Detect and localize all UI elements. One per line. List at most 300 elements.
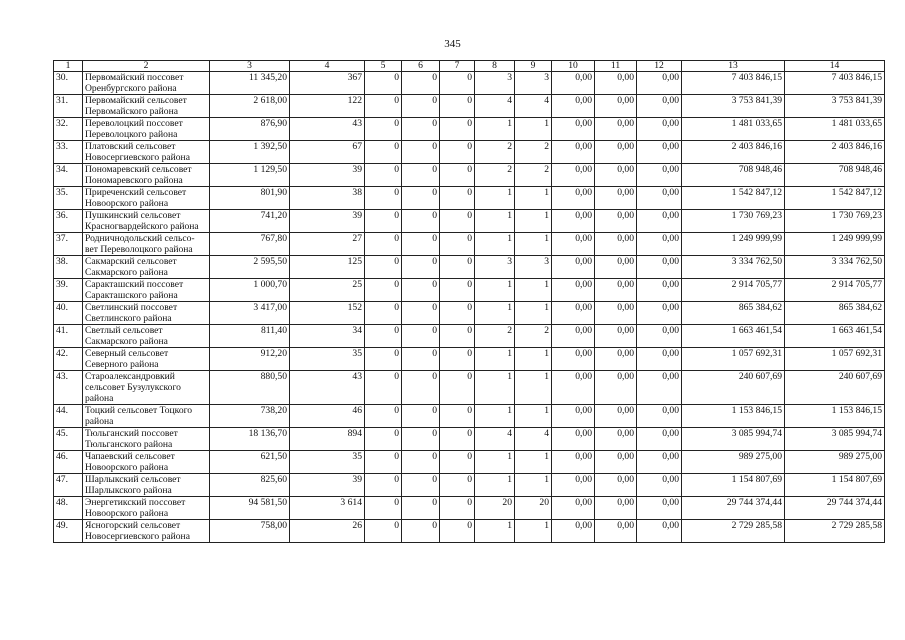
value-cell: 39 (290, 210, 365, 233)
value-cell: 3 (515, 256, 552, 279)
column-header: 14 (785, 61, 885, 72)
value-cell: 0,00 (595, 164, 637, 187)
value-cell: 0,00 (552, 497, 595, 520)
column-header: 5 (365, 61, 402, 72)
value-cell: 1 (475, 302, 515, 325)
value-cell: 38 (290, 187, 365, 210)
municipality-name-cell: Пономаревский сельсовет Пономаревского района (83, 164, 210, 187)
value-cell: 865 384,62 (785, 302, 885, 325)
value-cell: 240 607,69 (682, 371, 785, 405)
value-cell: 122 (290, 95, 365, 118)
municipality-name-cell: Приреченский сельсовет Новоорского района (83, 187, 210, 210)
column-header: 9 (515, 61, 552, 72)
table-row (54, 497, 885, 520)
row-number-cell: 33. (54, 141, 83, 164)
value-cell: 0 (402, 95, 440, 118)
value-cell: 125 (290, 256, 365, 279)
value-cell: 0,00 (552, 95, 595, 118)
table-row (54, 118, 885, 141)
value-cell: 34 (290, 325, 365, 348)
value-cell: 1 (475, 187, 515, 210)
table-row (54, 72, 885, 95)
value-cell: 1 (475, 520, 515, 543)
value-cell: 0,00 (637, 95, 682, 118)
value-cell: 0,00 (595, 451, 637, 474)
value-cell: 912,20 (210, 348, 290, 371)
value-cell: 825,60 (210, 474, 290, 497)
value-cell: 0,00 (595, 520, 637, 543)
column-header: 13 (682, 61, 785, 72)
value-cell: 0 (440, 210, 475, 233)
value-cell: 0 (365, 187, 402, 210)
value-cell: 3 334 762,50 (682, 256, 785, 279)
value-cell: 0,00 (552, 428, 595, 451)
table-row (54, 405, 885, 428)
value-cell: 0 (402, 348, 440, 371)
value-cell: 0 (365, 95, 402, 118)
value-cell: 1 153 846,15 (682, 405, 785, 428)
value-cell: 741,20 (210, 210, 290, 233)
row-number-cell: 41. (54, 325, 83, 348)
value-cell: 0 (365, 474, 402, 497)
value-cell: 0 (440, 325, 475, 348)
value-cell: 0,00 (552, 141, 595, 164)
value-cell: 0 (440, 497, 475, 520)
value-cell: 0 (440, 118, 475, 141)
row-number-cell: 39. (54, 279, 83, 302)
value-cell: 0 (402, 451, 440, 474)
value-cell: 0,00 (637, 187, 682, 210)
value-cell: 1 057 692,31 (785, 348, 885, 371)
value-cell: 0 (402, 256, 440, 279)
value-cell: 0 (365, 428, 402, 451)
value-cell: 0,00 (637, 520, 682, 543)
value-cell: 0,00 (637, 141, 682, 164)
table-row (54, 164, 885, 187)
table-row (54, 325, 885, 348)
value-cell: 0 (365, 118, 402, 141)
value-cell: 0 (402, 371, 440, 405)
value-cell: 0,00 (595, 405, 637, 428)
value-cell: 1 129,50 (210, 164, 290, 187)
value-cell: 1 (475, 474, 515, 497)
value-cell: 0,00 (595, 279, 637, 302)
value-cell: 0 (365, 325, 402, 348)
value-cell: 0,00 (552, 474, 595, 497)
value-cell: 0 (440, 164, 475, 187)
value-cell: 3 (515, 72, 552, 95)
value-cell: 1 (515, 302, 552, 325)
value-cell: 0 (365, 256, 402, 279)
value-cell: 0 (365, 141, 402, 164)
value-cell: 1 000,70 (210, 279, 290, 302)
value-cell: 708 948,46 (682, 164, 785, 187)
value-cell: 0,00 (637, 474, 682, 497)
data-table (53, 60, 885, 543)
page-number: 345 (444, 38, 461, 50)
value-cell: 2 (475, 325, 515, 348)
row-number-cell: 42. (54, 348, 83, 371)
value-cell: 738,20 (210, 405, 290, 428)
value-cell: 621,50 (210, 451, 290, 474)
value-cell: 3 085 994,74 (785, 428, 885, 451)
table-row (54, 256, 885, 279)
value-cell: 4 (515, 95, 552, 118)
value-cell: 0 (402, 279, 440, 302)
row-number-cell: 36. (54, 210, 83, 233)
value-cell: 1 (515, 405, 552, 428)
value-cell: 0,00 (637, 118, 682, 141)
value-cell: 876,90 (210, 118, 290, 141)
value-cell: 880,50 (210, 371, 290, 405)
column-header: 4 (290, 61, 365, 72)
value-cell: 0,00 (595, 256, 637, 279)
municipality-name-cell: Пушкинский сельсовет Красногвардейского района (83, 210, 210, 233)
value-cell: 0,00 (637, 210, 682, 233)
value-cell: 1 (515, 279, 552, 302)
value-cell: 0,00 (637, 233, 682, 256)
value-cell: 1 481 033,65 (682, 118, 785, 141)
value-cell: 240 607,69 (785, 371, 885, 405)
value-cell: 26 (290, 520, 365, 543)
table-row (54, 451, 885, 474)
value-cell: 0,00 (595, 187, 637, 210)
value-cell: 0,00 (637, 428, 682, 451)
municipality-name-cell: Чапаевский сельсовет Новоорского района (83, 451, 210, 474)
value-cell: 0 (365, 164, 402, 187)
value-cell: 0,00 (595, 141, 637, 164)
value-cell: 1 (475, 405, 515, 428)
row-number-cell: 31. (54, 95, 83, 118)
value-cell: 2 914 705,77 (785, 279, 885, 302)
value-cell: 3 (475, 72, 515, 95)
column-header: 8 (475, 61, 515, 72)
row-number-cell: 40. (54, 302, 83, 325)
value-cell: 2 (515, 325, 552, 348)
value-cell: 1 153 846,15 (785, 405, 885, 428)
value-cell: 0,00 (552, 72, 595, 95)
value-cell: 0 (440, 279, 475, 302)
value-cell: 7 403 846,15 (682, 72, 785, 95)
value-cell: 0 (365, 279, 402, 302)
value-cell: 1 (515, 520, 552, 543)
value-cell: 1 (475, 348, 515, 371)
value-cell: 0 (440, 520, 475, 543)
value-cell: 27 (290, 233, 365, 256)
value-cell: 865 384,62 (682, 302, 785, 325)
value-cell: 0 (402, 141, 440, 164)
value-cell: 0 (365, 451, 402, 474)
value-cell: 20 (515, 497, 552, 520)
value-cell: 0,00 (637, 497, 682, 520)
table-body (54, 72, 885, 543)
value-cell: 29 744 374,44 (682, 497, 785, 520)
column-header: 6 (402, 61, 440, 72)
value-cell: 2 729 285,58 (785, 520, 885, 543)
value-cell: 0,00 (552, 371, 595, 405)
value-cell: 0 (402, 428, 440, 451)
value-cell: 0,00 (595, 72, 637, 95)
column-header: 12 (637, 61, 682, 72)
value-cell: 67 (290, 141, 365, 164)
value-cell: 0 (440, 371, 475, 405)
row-number-cell: 38. (54, 256, 83, 279)
column-header: 1 (54, 61, 83, 72)
municipality-name-cell: Светлый сельсовет Сакмарского района (83, 325, 210, 348)
column-number-row (54, 61, 885, 72)
value-cell: 3 614 (290, 497, 365, 520)
value-cell: 18 136,70 (210, 428, 290, 451)
value-cell: 0 (365, 497, 402, 520)
value-cell: 1 (515, 451, 552, 474)
value-cell: 152 (290, 302, 365, 325)
value-cell: 0,00 (552, 118, 595, 141)
column-header: 11 (595, 61, 637, 72)
value-cell: 1 730 769,23 (785, 210, 885, 233)
value-cell: 1 (475, 233, 515, 256)
value-cell: 0 (402, 520, 440, 543)
value-cell: 39 (290, 164, 365, 187)
value-cell: 3 334 762,50 (785, 256, 885, 279)
value-cell: 0 (365, 520, 402, 543)
row-number-cell: 35. (54, 187, 83, 210)
value-cell: 2 403 846,16 (785, 141, 885, 164)
value-cell: 767,80 (210, 233, 290, 256)
value-cell: 0,00 (552, 302, 595, 325)
value-cell: 0 (402, 325, 440, 348)
value-cell: 0,00 (595, 371, 637, 405)
value-cell: 1 542 847,12 (785, 187, 885, 210)
value-cell: 0,00 (637, 371, 682, 405)
value-cell: 3 417,00 (210, 302, 290, 325)
value-cell: 894 (290, 428, 365, 451)
municipality-name-cell: Сакмарский сельсовет Сакмарского района (83, 256, 210, 279)
value-cell: 1 057 692,31 (682, 348, 785, 371)
municipality-name-cell: Светлинский поссовет Светлинского района (83, 302, 210, 325)
value-cell: 94 581,50 (210, 497, 290, 520)
value-cell: 0,00 (595, 474, 637, 497)
value-cell: 0,00 (637, 72, 682, 95)
value-cell: 1 (515, 474, 552, 497)
value-cell: 2 618,00 (210, 95, 290, 118)
municipality-name-cell: Первомайский поссовет Оренбургского района (83, 72, 210, 95)
table-row (54, 348, 885, 371)
value-cell: 811,40 (210, 325, 290, 348)
value-cell: 0 (440, 233, 475, 256)
value-cell: 1 (475, 210, 515, 233)
table-row (54, 210, 885, 233)
value-cell: 3 085 994,74 (682, 428, 785, 451)
value-cell: 0 (402, 497, 440, 520)
table-row (54, 474, 885, 497)
value-cell: 43 (290, 371, 365, 405)
value-cell: 1 (515, 371, 552, 405)
value-cell: 35 (290, 451, 365, 474)
value-cell: 2 (475, 164, 515, 187)
value-cell: 2 729 285,58 (682, 520, 785, 543)
value-cell: 4 (475, 95, 515, 118)
value-cell: 1 (515, 233, 552, 256)
value-cell: 0,00 (637, 348, 682, 371)
value-cell: 2 595,50 (210, 256, 290, 279)
table-row (54, 187, 885, 210)
value-cell: 2 403 846,16 (682, 141, 785, 164)
value-cell: 0,00 (595, 325, 637, 348)
value-cell: 0 (440, 474, 475, 497)
value-cell: 0,00 (552, 451, 595, 474)
value-cell: 0,00 (552, 325, 595, 348)
value-cell: 0 (440, 256, 475, 279)
value-cell: 4 (515, 428, 552, 451)
value-cell: 0 (402, 187, 440, 210)
value-cell: 0,00 (637, 279, 682, 302)
value-cell: 3 753 841,39 (785, 95, 885, 118)
value-cell: 0,00 (637, 256, 682, 279)
value-cell: 0,00 (552, 405, 595, 428)
municipality-name-cell: Переволоцкий поссовет Переволоцкого района (83, 118, 210, 141)
value-cell: 801,90 (210, 187, 290, 210)
row-number-cell: 47. (54, 474, 83, 497)
row-number-cell: 49. (54, 520, 83, 543)
value-cell: 0,00 (552, 348, 595, 371)
value-cell: 0,00 (552, 520, 595, 543)
value-cell: 0,00 (595, 95, 637, 118)
table-row (54, 95, 885, 118)
value-cell: 1 249 999,99 (682, 233, 785, 256)
row-number-cell: 34. (54, 164, 83, 187)
value-cell: 0 (365, 405, 402, 428)
table-row (54, 141, 885, 164)
value-cell: 0,00 (637, 451, 682, 474)
value-cell: 0 (440, 302, 475, 325)
value-cell: 0,00 (595, 428, 637, 451)
value-cell: 0 (365, 72, 402, 95)
value-cell: 1 (475, 451, 515, 474)
value-cell: 708 948,46 (785, 164, 885, 187)
row-number-cell: 43. (54, 371, 83, 405)
table-row (54, 520, 885, 543)
municipality-name-cell: Ясногорский сельсовет Новосергиевского района (83, 520, 210, 543)
value-cell: 1 392,50 (210, 141, 290, 164)
value-cell: 0 (402, 302, 440, 325)
municipality-name-cell: Энергетикский поссовет Новоорского района (83, 497, 210, 520)
row-number-cell: 45. (54, 428, 83, 451)
column-header: 3 (210, 61, 290, 72)
value-cell: 0,00 (637, 302, 682, 325)
value-cell: 1 481 033,65 (785, 118, 885, 141)
table-row (54, 371, 885, 405)
municipality-name-cell: Северный сельсовет Северного района (83, 348, 210, 371)
value-cell: 0,00 (637, 164, 682, 187)
municipality-name-cell: Тюльганский поссовет Тюльганского района (83, 428, 210, 451)
value-cell: 0,00 (552, 233, 595, 256)
value-cell: 2 (515, 141, 552, 164)
value-cell: 1 (475, 118, 515, 141)
row-number-cell: 37. (54, 233, 83, 256)
value-cell: 0 (440, 72, 475, 95)
value-cell: 1 (515, 187, 552, 210)
value-cell: 0,00 (595, 118, 637, 141)
value-cell: 0 (402, 210, 440, 233)
table-row (54, 428, 885, 451)
value-cell: 3 (475, 256, 515, 279)
value-cell: 25 (290, 279, 365, 302)
value-cell: 1 730 769,23 (682, 210, 785, 233)
value-cell: 367 (290, 72, 365, 95)
column-header: 10 (552, 61, 595, 72)
value-cell: 1 154 807,69 (682, 474, 785, 497)
value-cell: 0 (365, 348, 402, 371)
value-cell: 0 (365, 371, 402, 405)
value-cell: 0 (402, 164, 440, 187)
value-cell: 1 (515, 210, 552, 233)
value-cell: 46 (290, 405, 365, 428)
municipality-name-cell: Староалександровкий сельсовет Бузулукского района (83, 371, 210, 405)
column-header: 7 (440, 61, 475, 72)
row-number-cell: 48. (54, 497, 83, 520)
value-cell: 989 275,00 (785, 451, 885, 474)
value-cell: 7 403 846,15 (785, 72, 885, 95)
value-cell: 0 (440, 95, 475, 118)
value-cell: 35 (290, 348, 365, 371)
value-cell: 0 (440, 141, 475, 164)
value-cell: 0,00 (637, 405, 682, 428)
value-cell: 29 744 374,44 (785, 497, 885, 520)
value-cell: 0,00 (552, 279, 595, 302)
municipality-name-cell: Саракташский поссовет Саракташского района (83, 279, 210, 302)
value-cell: 2 (515, 164, 552, 187)
value-cell: 0,00 (552, 210, 595, 233)
value-cell: 0 (402, 474, 440, 497)
value-cell: 1 663 461,54 (785, 325, 885, 348)
row-number-cell: 30. (54, 72, 83, 95)
value-cell: 0 (365, 210, 402, 233)
municipality-name-cell: Родничнодольский сельсо-вет Переволоцкого района (83, 233, 210, 256)
value-cell: 0 (402, 233, 440, 256)
value-cell: 0,00 (595, 497, 637, 520)
value-cell: 0 (402, 72, 440, 95)
table-row (54, 279, 885, 302)
value-cell: 1 (515, 348, 552, 371)
municipality-name-cell: Платовский сельсовет Новосергиевского района (83, 141, 210, 164)
value-cell: 0 (402, 405, 440, 428)
municipality-name-cell: Первомайский сельсовет Первомайского района (83, 95, 210, 118)
value-cell: 0 (440, 405, 475, 428)
row-number-cell: 32. (54, 118, 83, 141)
municipality-name-cell: Шарлыкский сельсовет Шарлыкского района (83, 474, 210, 497)
value-cell: 4 (475, 428, 515, 451)
value-cell: 1 154 807,69 (785, 474, 885, 497)
value-cell: 1 249 999,99 (785, 233, 885, 256)
value-cell: 0,00 (595, 348, 637, 371)
value-cell: 0 (440, 428, 475, 451)
table-row (54, 233, 885, 256)
value-cell: 2 (475, 141, 515, 164)
value-cell: 1 (515, 118, 552, 141)
value-cell: 0,00 (552, 164, 595, 187)
value-cell: 0,00 (552, 256, 595, 279)
value-cell: 0 (440, 348, 475, 371)
value-cell: 0,00 (595, 233, 637, 256)
row-number-cell: 44. (54, 405, 83, 428)
value-cell: 0,00 (552, 187, 595, 210)
municipality-name-cell: Тоцкий сельсовет Тоцкого района (83, 405, 210, 428)
value-cell: 0,00 (595, 302, 637, 325)
value-cell: 0 (365, 233, 402, 256)
value-cell: 39 (290, 474, 365, 497)
value-cell: 3 753 841,39 (682, 95, 785, 118)
value-cell: 11 345,20 (210, 72, 290, 95)
